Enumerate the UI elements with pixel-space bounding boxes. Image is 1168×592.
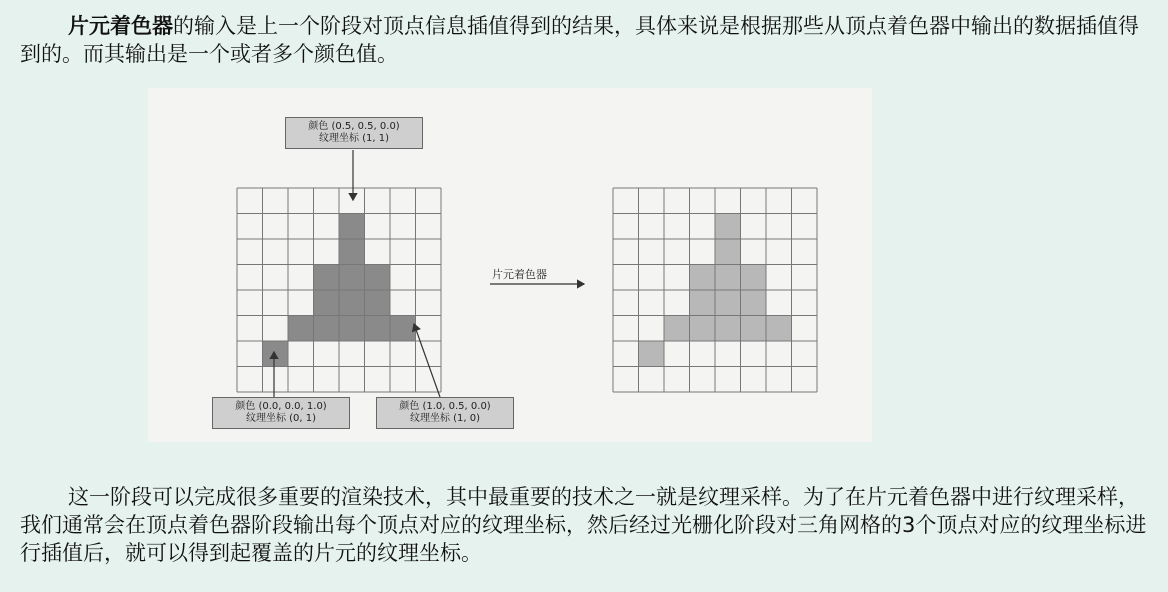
left-grid-filled-cell bbox=[288, 316, 314, 342]
right-grid-filled-cell bbox=[715, 316, 741, 342]
left-grid-filled-cell bbox=[314, 316, 340, 342]
left-grid-filled-cell bbox=[365, 265, 391, 291]
left-grid-filled-cell bbox=[314, 290, 340, 316]
right-grid-filled-cell bbox=[741, 265, 767, 291]
right-grid-filled-cell bbox=[766, 316, 792, 342]
right-grid-filled-cell bbox=[715, 239, 741, 265]
bottom-left-vertex-uv: 纹理坐标 (0, 1) bbox=[245, 413, 317, 424]
left-grid-filled-cell bbox=[263, 341, 289, 367]
right-grid-filled-cell bbox=[741, 290, 767, 316]
intro-paragraph bbox=[20, 12, 1150, 68]
top-vertex-color: 颜色 (0.5, 0.5, 0.0) bbox=[308, 121, 400, 132]
left-grid-filled-cell bbox=[339, 239, 365, 265]
figure-canvas bbox=[148, 88, 872, 442]
left-grid-filled-cell bbox=[339, 316, 365, 342]
left-grid-filled-cell bbox=[339, 214, 365, 240]
right-grid-filled-cell bbox=[639, 341, 665, 367]
bottom-left-vertex-label bbox=[212, 397, 350, 429]
left-grid-filled-cell bbox=[314, 265, 340, 291]
fragment-shader-arrow-label: 片元着色器 bbox=[492, 268, 547, 281]
right-grid-filled-cell bbox=[690, 290, 716, 316]
bottom-right-vertex-uv: 纹理坐标 (1, 0) bbox=[409, 413, 481, 424]
top-vertex-label bbox=[285, 117, 423, 149]
bottom-right-vertex-label bbox=[376, 397, 514, 429]
texture-sampling-paragraph: 这一阶段可以完成很多重要的渲染技术，其中最重要的技术之一就是纹理采样。为了在片元着色器中进行纹理采样，我们通常会在顶点着色器阶段输出每个顶点对应的纹理坐标，然后经过光栅化阶段对三角网格的3个顶点对应的纹理坐标进行插值后，就可以得到起覆盖的片元的纹理坐标。 bbox=[20, 485, 1147, 565]
left-grid-filled-cell bbox=[339, 290, 365, 316]
left-grid-filled-cell bbox=[365, 316, 391, 342]
term-fragment-shader: 片元着色器 bbox=[68, 14, 173, 38]
right-grid-filled-cell bbox=[715, 265, 741, 291]
rasterization-figure bbox=[148, 88, 872, 442]
left-grid-filled-cell bbox=[339, 265, 365, 291]
right-grid-filled-cell bbox=[690, 316, 716, 342]
right-grid-filled-cell bbox=[715, 290, 741, 316]
left-grid-filled-cell bbox=[390, 316, 416, 342]
left-grid-filled-cell bbox=[365, 290, 391, 316]
right-grid-filled-cell bbox=[741, 316, 767, 342]
right-grid-filled-cell bbox=[690, 265, 716, 291]
intro-text: 的输入是上一个阶段对顶点信息插值得到的结果，具体来说是根据那些从顶点着色器中输出的数据插值得到的。而其输出是一个或者多个颜色值。 bbox=[20, 14, 1139, 66]
bottom-left-vertex-color: 颜色 (0.0, 0.0, 1.0) bbox=[235, 401, 327, 412]
right-grid-filled-cell bbox=[664, 316, 690, 342]
top-vertex-uv: 纹理坐标 (1, 1) bbox=[318, 133, 390, 144]
bottom-right-vertex-arrow bbox=[414, 324, 440, 397]
right-grid-filled-cell bbox=[715, 214, 741, 240]
bottom-right-vertex-color: 颜色 (1.0, 0.5, 0.0) bbox=[399, 401, 491, 412]
